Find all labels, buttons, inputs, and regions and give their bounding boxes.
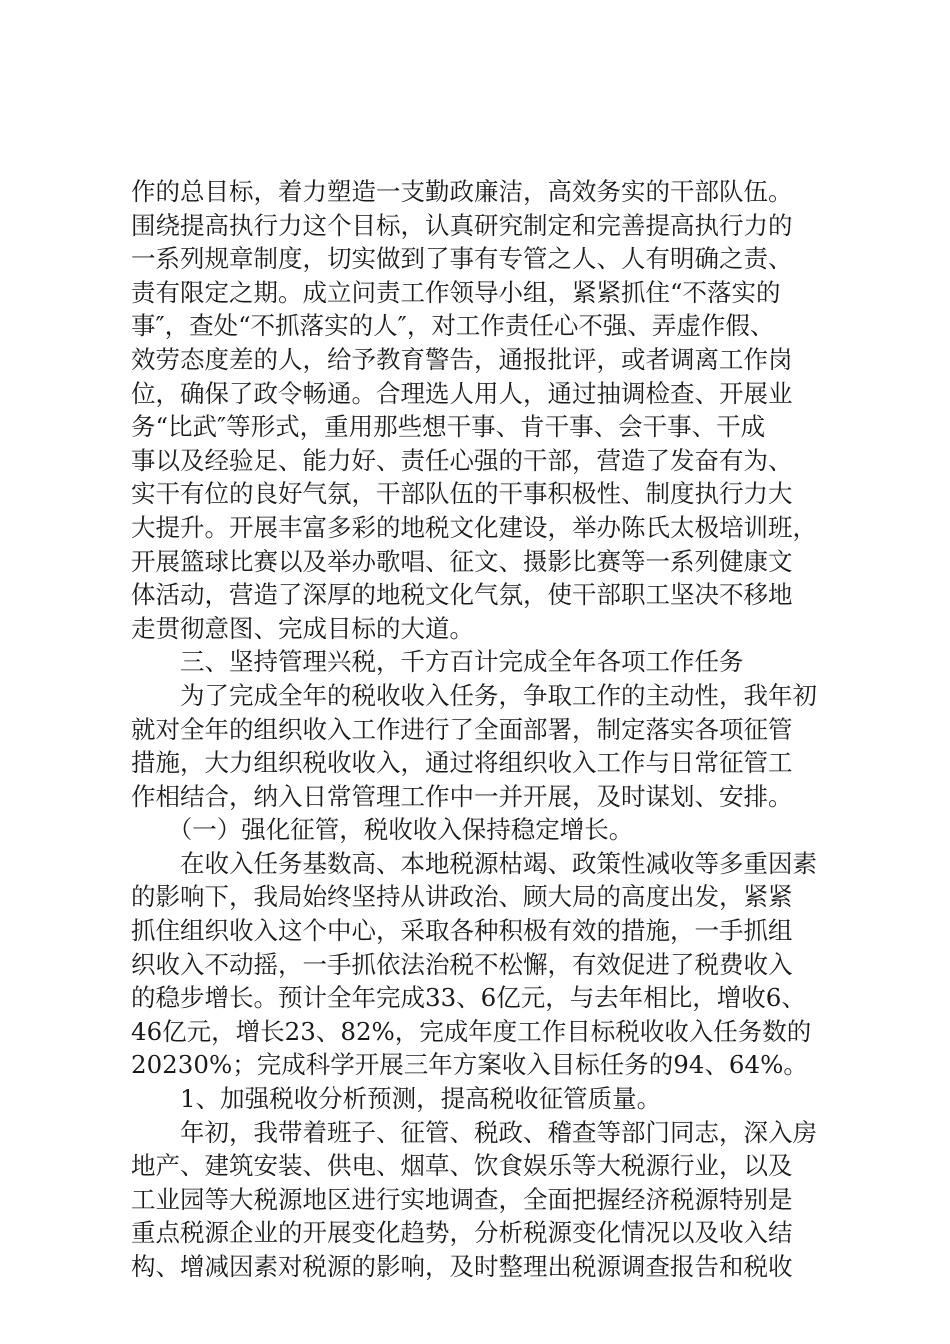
text-line: 位，确保了政令畅通。合理选人用人，通过抽调检查、开展业 [131, 378, 793, 408]
text-line: 事以及经验足、能力好、责任心强的干部，营造了发奋有为、 [131, 445, 793, 475]
text-line: 的影响下，我局始终坚持从讲政治、顾大局的高度出发，紧紧 [131, 882, 793, 912]
text-line: 的稳步增长。预计全年完成33、6亿元，与去年相比，增收6、 [131, 983, 806, 1013]
text-line: 为了完成全年的税收收入任务，争取工作的主动性，我年初 [131, 680, 817, 710]
text-line: 年初，我带着班子、征管、税政、稽查等部门同志，深入房 [131, 1117, 817, 1147]
subsection-heading: （一）强化征管，税收收入保持稳定增长。 [131, 815, 634, 845]
text-line: 责有限定之期。成立问责工作领导小组，紧紧抓住“不落实的 [131, 277, 781, 307]
text-line: 46亿元，增长23、82%，完成年度工作目标税收收入任务数的 [131, 1016, 812, 1046]
text-line: 作相结合，纳入日常管理工作中一并开展，及时谋划、安排。 [131, 781, 793, 811]
text-line: 措施，大力组织税收收入，通过将组织收入工作与日常征管工 [131, 748, 793, 778]
text-line: 抓住组织收入这个中心，采取各种积极有效的措施，一手抓组 [131, 916, 793, 946]
text-line: 开展篮球比赛以及举办歌唱、征文、摄影比赛等一系列健康文 [131, 546, 793, 576]
text-line: 重点税源企业的开展变化趋势，分析税源变化情况以及收入结 [131, 1218, 793, 1248]
text-line: 务“比武″等形式，重用那些想干事、肯干事、会干事、干成 [131, 412, 766, 442]
text-line: 效劳态度差的人，给予教育警告，通报批评，或者调离工作岗 [131, 344, 793, 374]
text-line: 体活动，营造了深厚的地税文化气氛，使干部职工坚决不移地 [131, 580, 793, 610]
body-text [131, 175, 831, 1284]
text-line: 在收入任务基数高、本地税源枯竭、政策性减收等多重因素 [131, 848, 817, 878]
text-line: 围绕提高执行力这个目标，认真研究制定和完善提高执行力的 [131, 210, 793, 240]
text-line: 走贯彻意图、完成目标的大道。 [131, 613, 474, 643]
item-heading: 1、加强税收分析预测，提高税收征管质量。 [131, 1084, 662, 1114]
text-line: 工业园等大税源地区进行实地调查，全面把握经济税源特别是 [131, 1184, 793, 1214]
text-line: 实干有位的良好气氛，干部队伍的干事积极性、制度执行力大 [131, 479, 793, 509]
text-line: 事″，查处“不抓落实的人″，对工作责任心不强、弄虚作假、 [131, 311, 775, 341]
section-heading: 三、坚持管理兴税，千方百计完成全年各项工作任务 [131, 647, 744, 677]
text-line: 就对全年的组织收入工作进行了全面部署，制定落实各项征管 [131, 714, 793, 744]
text-line: 20230%；完成科学开展三年方案收入目标任务的94、64%。 [131, 1050, 808, 1080]
text-line: 织收入不动摇，一手抓依法治税不松懈，有效促进了税费收入 [131, 949, 793, 979]
text-line: 构、增减因素对税源的影响，及时整理出税源调查报告和税收 [131, 1252, 793, 1281]
text-line: 大提升。开展丰富多彩的地税文化建设，举办陈氏太极培训班， [131, 512, 817, 542]
text-line: 一系列规章制度，切实做到了事有专管之人、人有明确之责、 [131, 244, 793, 274]
text-line: 地产、建筑安装、供电、烟草、饮食娱乐等大税源行业，以及 [131, 1151, 793, 1181]
text-line: 作的总目标，着力塑造一支勤政廉洁，高效务实的干部队伍。 [131, 177, 793, 206]
